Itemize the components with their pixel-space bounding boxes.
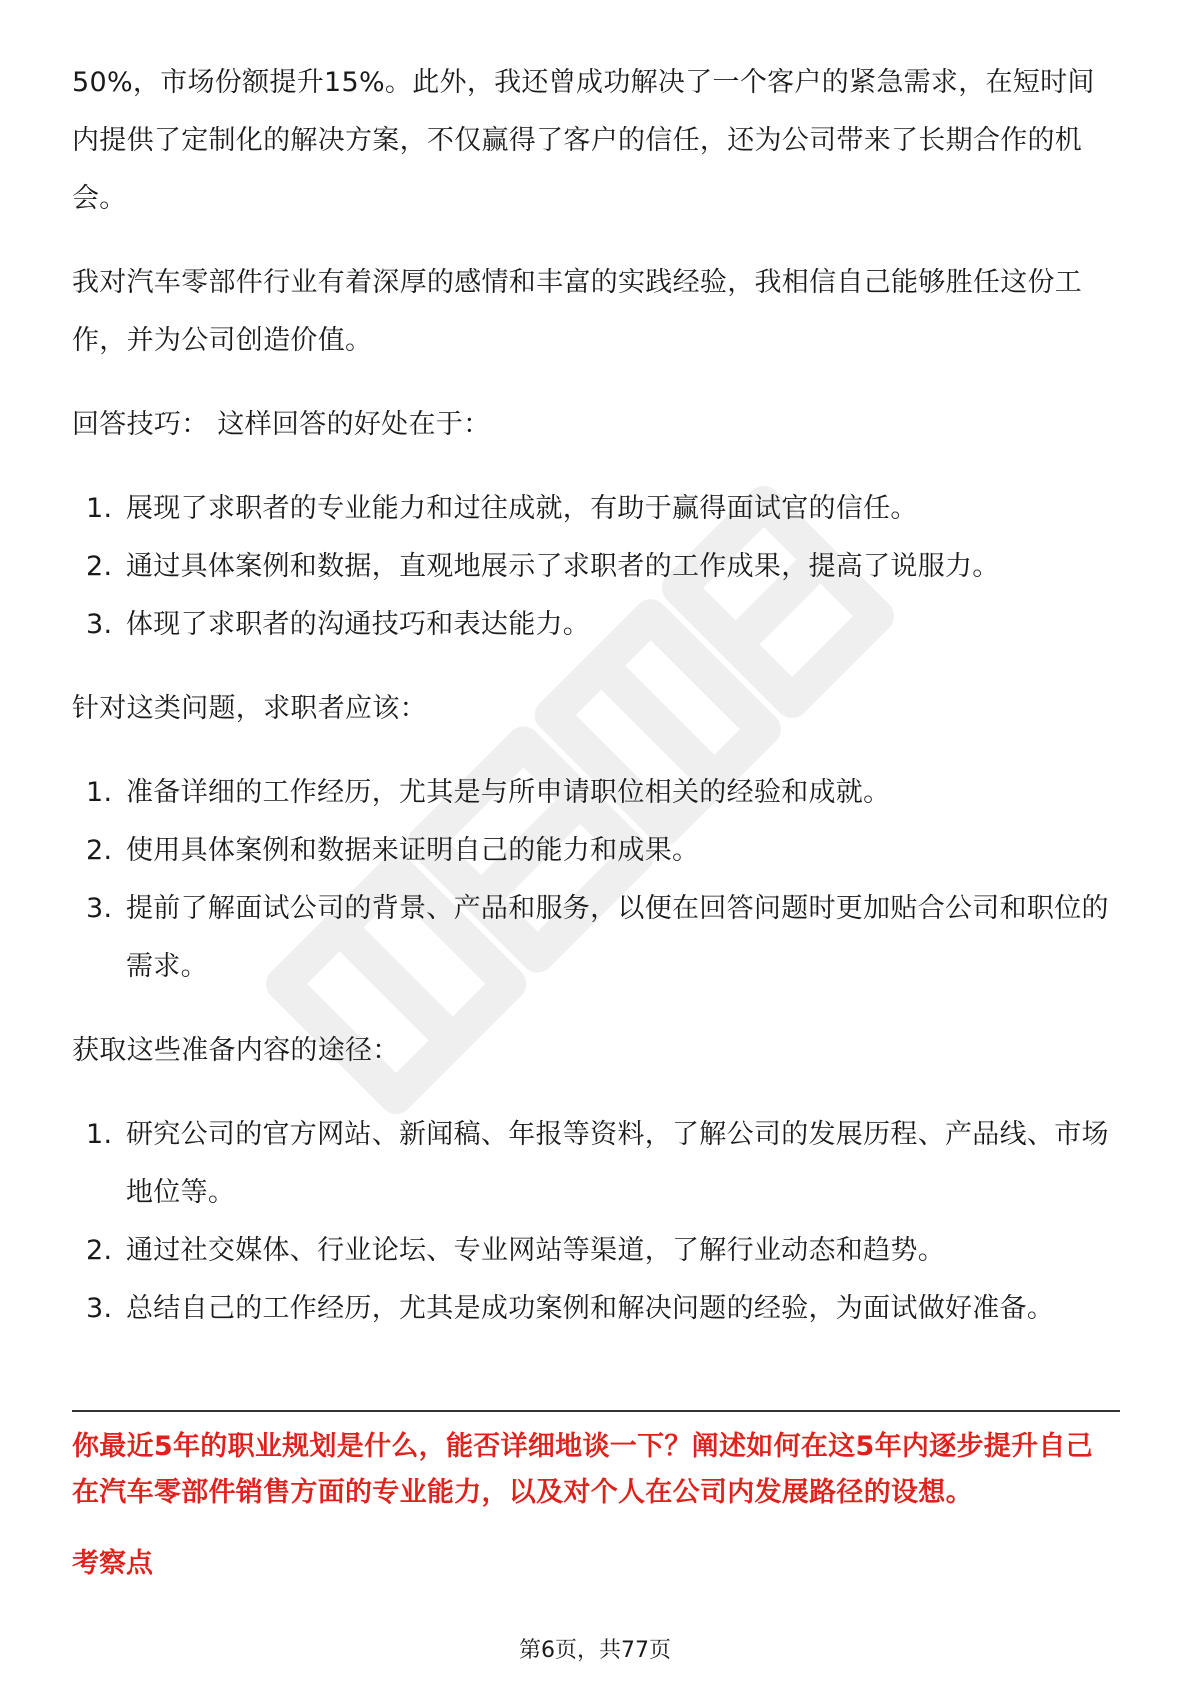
list-text: 准备详细的工作经历，尤其是与所申请职位相关的经验和成就。 [126, 777, 891, 808]
list-text: 研究公司的官方网站、新闻稿、年报等资料，了解公司的发展历程、产品线、市场地位等。 [126, 1119, 1109, 1208]
list-number: 3. [86, 1293, 113, 1324]
assessment-points-heading: 考察点 [72, 1548, 153, 1579]
list-item [72, 764, 1120, 822]
list-number: 3. [86, 893, 113, 924]
list-text: 通过具体案例和数据，直观地展示了求职者的工作成果，提高了说服力。 [126, 551, 1000, 582]
list-number: 2. [86, 835, 113, 866]
paragraph-achievements: 50%，市场份额提升15%。此外，我还曾成功解决了一个客户的紧急需求，在短时间内提供了定制化的解决方案，不仅赢得了客户的信任，还为公司带来了长期合作的机会。 [72, 67, 1095, 214]
list-number: 2. [86, 1235, 113, 1266]
list-number: 1. [86, 777, 113, 808]
list-text: 展现了求职者的专业能力和过往成就，有助于赢得面试官的信任。 [126, 493, 918, 524]
page-number: 第6页，共77页 [519, 1638, 671, 1663]
list-item [72, 538, 1120, 596]
list-item [72, 880, 1120, 996]
tips-list [72, 480, 1120, 654]
tips-heading: 回答技巧： 这样回答的好处在于： [72, 409, 491, 440]
list-item [72, 1280, 1120, 1338]
ways-list [72, 1106, 1120, 1338]
should-list [72, 764, 1120, 996]
list-item [72, 1106, 1120, 1222]
main-content [72, 54, 1120, 1338]
list-number: 2. [86, 551, 113, 582]
list-text: 体现了求职者的沟通技巧和表达能力。 [126, 609, 591, 640]
list-text: 总结自己的工作经历，尤其是成功案例和解决问题的经验，为面试做好准备。 [126, 1293, 1055, 1324]
list-text: 提前了解面试公司的背景、产品和服务，以便在回答问题时更加贴合公司和职位的需求。 [126, 893, 1109, 982]
list-item [72, 1222, 1120, 1280]
list-text: 使用具体案例和数据来证明自己的能力和成果。 [126, 835, 700, 866]
list-item [72, 480, 1120, 538]
list-number: 1. [86, 1119, 113, 1150]
paragraph-experience: 我对汽车零部件行业有着深厚的感情和丰富的实践经验，我相信自己能够胜任这份工作，并为公司创造价值。 [72, 267, 1083, 356]
should-heading: 针对这类问题，求职者应该： [72, 693, 427, 724]
list-number: 3. [86, 609, 113, 640]
ways-heading: 获取这些准备内容的途径： [72, 1035, 400, 1066]
section-divider [72, 1410, 1120, 1412]
list-item [72, 596, 1120, 654]
list-number: 1. [86, 493, 113, 524]
list-text: 通过社交媒体、行业论坛、专业网站等渠道，了解行业动态和趋势。 [126, 1235, 945, 1266]
list-item [72, 822, 1120, 880]
next-question-title: 你最近5年的职业规划是什么，能否详细地谈一下？阐述如何在这5年内逐步提升自己在汽车零部件销售方面的专业能力，以及对个人在公司内发展路径的设想。 [72, 1431, 1093, 1508]
